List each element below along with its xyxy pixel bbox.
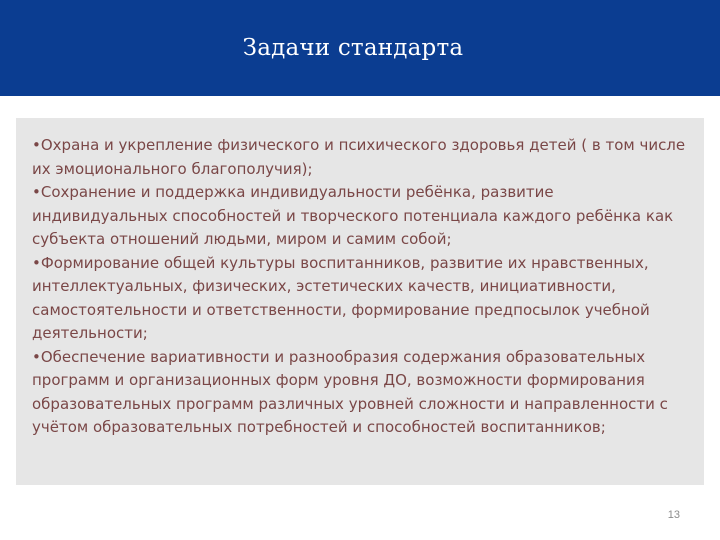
bullet-marker: • [32,136,41,154]
slide-title: Задачи стандарта [242,35,464,61]
bullet-item [32,346,692,440]
bullet-item [32,181,692,252]
bullet-text: Обеспечение вариативности и разнообразия содержания образовательных программ и организационных форм уровня ДО, возможности формирования образовательных программ различных уровней сложности и направленности с учётом образовательных потребностей и способностей воспитанников; [32,347,668,436]
bullet-item [32,252,692,346]
bullet-text: Охрана и укрепление физического и психического здоровья детей ( в том числе их эмоционального благополучия); [32,136,686,178]
bullet-marker: • [32,183,41,201]
bullet-marker: • [32,347,41,366]
task-bullet-list [32,134,692,440]
bullet-marker: • [32,253,41,272]
bullet-text: Сохранение и поддержка индивидуальности ребёнка, развитие индивидуальных способностей и творческого потенциала каждого ребёнка как субъекта отношений людьми, миром и самим собой; [32,183,674,248]
bullet-text: Формирование общей культуры воспитанников, развитие их нравственных, интеллектуальных, физических, эстетических качеств, инициативности, самостоятельности и ответственности, формирование предпосылок учебной деятельности; [32,253,650,342]
page-number: 13 [667,509,680,521]
bullet-item [32,134,692,181]
